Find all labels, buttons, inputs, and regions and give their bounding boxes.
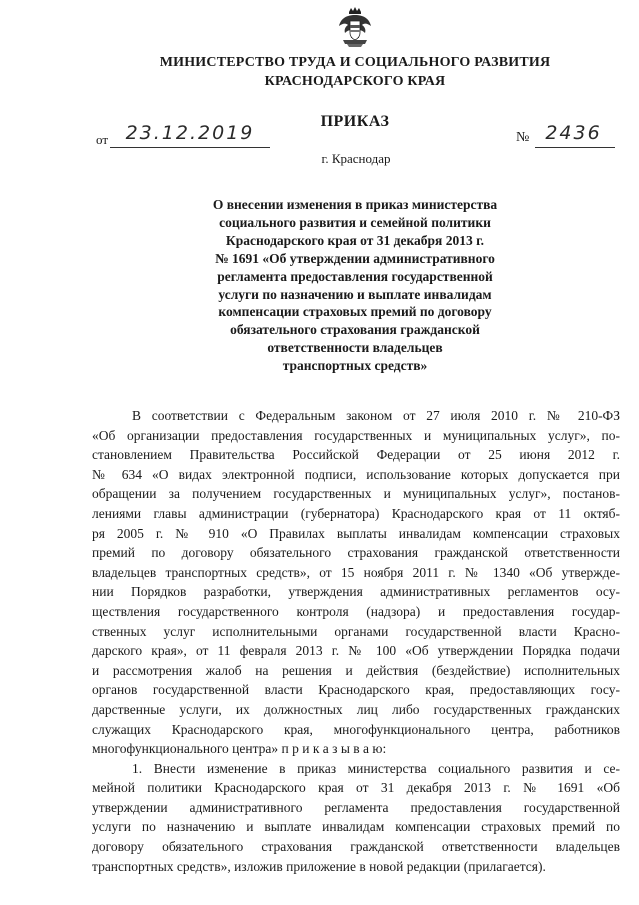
coat-of-arms-emblem [337,6,373,48]
body-line: транспортных средств», изложив приложение в новой редакции (прилагается). [92,858,546,874]
ministry-line: МИНИСТЕРСТВО ТРУДА И СОЦИАЛЬНОГО РАЗВИТИЯ [159,55,551,70]
order-title [180,196,530,375]
title-line: услуги по назначению и выплате инвалидам [218,286,492,302]
body-line: услуги по назначению и выплате инвалидам компенсации страховых премий по [92,819,620,835]
body-line: многофункционального центра» п р и к а з ы в а ю: [92,741,387,757]
body-line: мейной политики Краснодарского края от 31 декабря 2013 г. № 1691 «Об [92,780,620,796]
body-line: 1. Внести изменение в приказ министерства социального развития и се- [132,760,620,776]
body-line: № 634 «О видах электронной подписи, использование которых допускается при [92,466,620,482]
title-line: Краснодарского края от 31 декабря 2013 г. [225,232,485,248]
ministry-line: КРАСНОДАРСКОГО КРАЯ [264,74,446,89]
title-line: регламента предоставления государственной [217,268,493,284]
body-line: дарского края», от 11 февраля 2013 г. № 100 «Об утверждении Порядка подачи [92,643,620,659]
body-line: утверждении административного регламента предоставления государственной [92,799,620,815]
body-line: «Об организации предоставления государственных и муниципальных услуг», по- [92,427,620,443]
title-line: ответственности владельцев [267,340,443,356]
body-line: и рассмотрения жалоб на решения и действия (бездействие) исполнительных [92,662,620,678]
body-line: ществления государственного контроля (надзора) и предоставления государ- [92,603,620,619]
body-line: договору обязательного страхования гражданской ответственности владельцев [92,839,620,855]
number-underline [535,147,615,148]
date-prefix: от [96,132,109,147]
body-line: дарственные услуги, их должностных лиц либо государственных гражданских [92,701,620,717]
body-line: В соответствии с Федеральным законом от 27 июля 2010 г. № 210-ФЗ [132,408,620,423]
body-line: служащих Краснодарского края, многофункционального центра, работников [92,721,620,737]
body-line: премий по договору обязательного страхования гражданской ответственности [92,545,620,561]
document-type-heading: ПРИКАЗ [320,113,390,130]
body-line: нии Порядков разработки, утверждения административных регламентов осу- [92,584,620,600]
body-line: органов государственной власти Краснодарского края, предоставляющих госу- [92,682,620,698]
title-line: транспортных средств» [282,358,428,374]
body-line: становлением Правительства Российской Федерации от 25 июня 2012 г. [92,447,620,463]
date-number-row [0,122,639,152]
body-line: обращении за получением государственных и муниципальных услуг», постанов- [92,486,620,502]
order-body [92,406,620,876]
number-prefix: № [516,130,530,145]
city-name: г. Краснодар [321,151,391,166]
handwritten-date: 23.12.2019 [125,122,255,144]
body-line: ря 2005 г. № 910 «О Правилах выплаты инвалидам компенсации страховых [92,525,620,541]
date-underline [110,147,270,148]
body-line: лениями главы администрации (губернатора) Краснодарского края от 11 октяб- [92,505,620,521]
title-line: социального развития и семейной политики [219,214,491,230]
title-line: № 1691 «Об утверждении административного [215,250,495,266]
body-line: ственных услуг исполнительными органами государственной власти Красно- [92,623,620,639]
title-line: обязательного страхования гражданской [230,322,480,338]
ministry-name [100,53,610,91]
handwritten-number: 2436 [545,122,602,144]
body-line: владельцев транспортных средств», от 15 ноября 2011 г. № 1340 «Об утвержде- [92,564,620,580]
title-line: О внесении изменения в приказ министерства [212,197,498,212]
title-line: компенсации страховых премий по договору [218,304,492,320]
